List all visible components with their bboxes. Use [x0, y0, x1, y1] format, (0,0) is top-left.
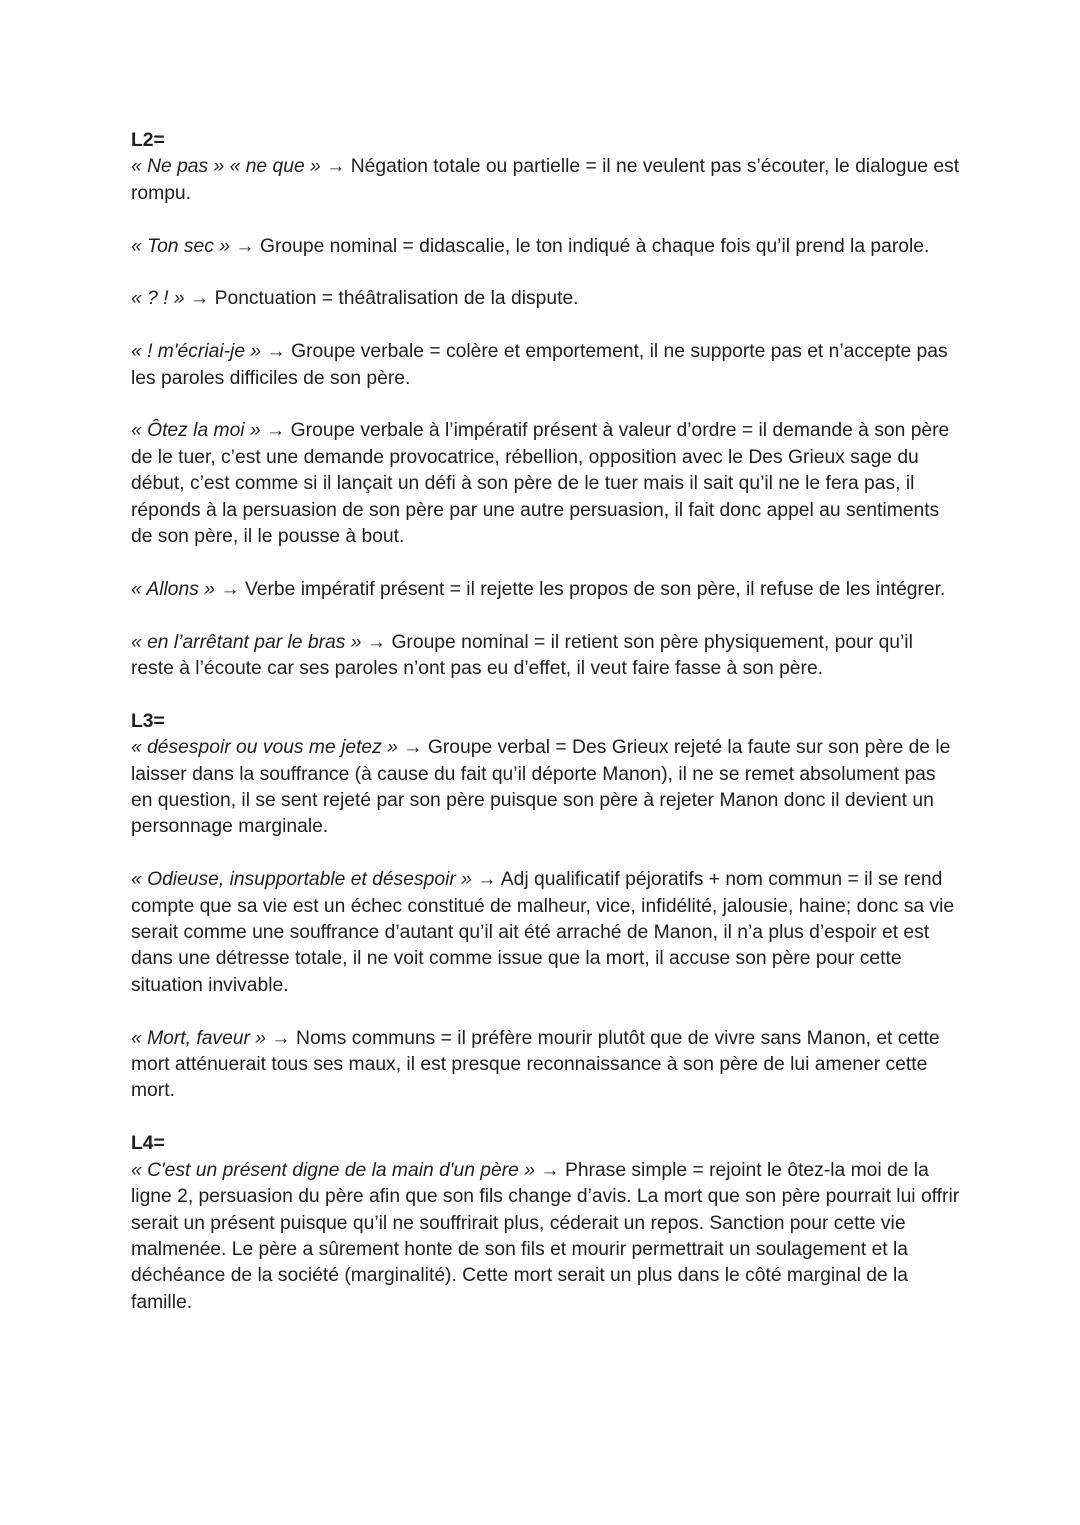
- analysis-text: Groupe verbale à l’impératif présent à valeur d’ordre = il demande à son père de le tuer, c’est une demande provocatrice, rébellion, opposition avec le Des Grieux sage du début, c’est comme si il lançait un défi à son père de le tuer mais il sait qu’il ne le fera pas, il réponds à la persuasion de son père par une autre persuasion, il fait donc appel au sentiments de son père, il le pousse à bout.: [131, 420, 950, 548]
- document-page: [131, 128, 961, 1343]
- analysis-text: Négation totale ou partielle = il ne veulent pas s’écouter, le dialogue est rompu.: [131, 156, 960, 204]
- analysis-text: Verbe impératif présent = il rejette les propos de son père, il refuse de les intégrer.: [244, 578, 946, 600]
- section-heading: L2=: [131, 130, 165, 151]
- arrow-symbol: →: [184, 288, 215, 310]
- analysis-paragraph: [131, 630, 961, 683]
- arrow-symbol: →: [397, 737, 428, 759]
- citation: « ? ! »: [131, 288, 185, 310]
- analysis-text: Adj qualificatif péjoratifs + nom commun = il se rend compte que sa vie est un échec constitué de malheur, vice, infidélité, jalousie, haine; donc sa vie serait comme une souffrance d’autant qu’il ait été arraché de Manon, il n’a plus d’espoir et est dans une détresse totale, il ne voit comme issue que la mort, il accuse son père pour cette situation invivable.: [131, 869, 955, 996]
- citation: « Ôtez la moi »: [131, 420, 261, 442]
- analysis-paragraph: [131, 234, 961, 260]
- analysis-paragraph: [131, 867, 961, 999]
- analysis-text: Phrase simple = rejoint le ôtez-la moi de la ligne 2, persuasion du père afin que son fils change d’avis. La mort que son père pourrait lui offrir serait un présent puisque qu’il ne souffrirait plus, céderait un repos. Sanction pour cette vie malmenée. Le père a sûrement honte de son fils et mourir permettrait un soulagement et la déchéance de la société (marginalité). Cette mort serait un plus dans le côté marginal de la famille.: [131, 1159, 960, 1313]
- section-l3: [131, 709, 961, 1105]
- analysis-paragraph: [131, 154, 961, 207]
- analysis-text: Groupe verbal = Des Grieux rejeté la faute sur son père de le laisser dans la souffrance (à cause du fait qu’il déporte Manon), il ne se remet absolument pas en question, il se sent rejeté par son père puisque son père à rejeter Manon donc il devient un personnage marginale.: [131, 737, 951, 838]
- analysis-text: Groupe nominal = didascalie, le ton indiqué à chaque fois qu’il prend la parole.: [259, 235, 930, 257]
- arrow-symbol: →: [534, 1159, 565, 1181]
- analysis-text: Groupe nominal = il retient son père physiquement, pour qu’il reste à l’écoute car ses paroles n’ont pas eu d’effet, il veut faire fasse à son père.: [131, 631, 913, 680]
- analysis-paragraph: [131, 735, 961, 841]
- analysis-paragraph: [131, 1026, 961, 1105]
- arrow-symbol: →: [229, 235, 260, 257]
- arrow-symbol: →: [214, 578, 245, 600]
- section-l2: [131, 128, 961, 682]
- analysis-paragraph: [131, 577, 961, 603]
- arrow-symbol: →: [260, 420, 291, 442]
- analysis-paragraph: [131, 286, 961, 312]
- citation: « Allons »: [131, 578, 215, 600]
- arrow-symbol: →: [471, 869, 501, 891]
- arrow-symbol: →: [320, 156, 351, 178]
- arrow-symbol: →: [266, 1027, 297, 1049]
- analysis-text: Groupe verbale = colère et emportement, il ne supporte pas et n’accepte pas les paroles difficiles de son père.: [131, 341, 948, 389]
- citation: « Ne pas » « ne que »: [131, 156, 321, 178]
- analysis-paragraph: [131, 418, 961, 550]
- analysis-paragraph: [131, 1158, 961, 1316]
- analysis-paragraph: [131, 339, 961, 392]
- arrow-symbol: →: [261, 341, 292, 363]
- citation: « Ton sec »: [131, 235, 230, 257]
- citation: « Odieuse, insupportable et désespoir »: [131, 869, 472, 891]
- section-heading: L4=: [131, 1133, 165, 1155]
- analysis-text: Ponctuation = théâtralisation de la dispute.: [214, 288, 579, 310]
- citation: « ! m'écriai-je »: [131, 341, 262, 363]
- citation: « désespoir ou vous me jetez »: [131, 737, 398, 759]
- citation: « C'est un présent digne de la main d'un père »: [131, 1159, 535, 1181]
- analysis-text: Noms communs = il préfère mourir plutôt que de vivre sans Manon, et cette mort atténuerait tous ses maux, il est presque reconnaissance à son père de lui amener cette mort.: [131, 1027, 940, 1102]
- arrow-symbol: →: [361, 631, 392, 653]
- section-l4: [131, 1131, 961, 1316]
- citation: « en l’arrêtant par le bras »: [131, 631, 362, 653]
- citation: « Mort, faveur »: [131, 1027, 267, 1049]
- section-heading: L3=: [131, 710, 165, 732]
